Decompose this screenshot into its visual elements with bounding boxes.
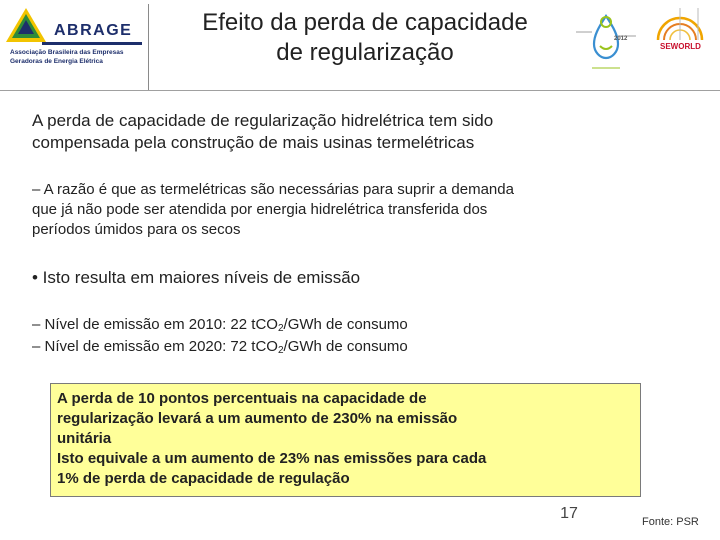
abrage-wordmark: ABRAGE: [54, 22, 133, 39]
level-2010-subscript: 2: [277, 323, 284, 334]
highlight-line3: unitária: [57, 430, 112, 447]
main-line2: compensada pela construção de mais usinas termelétricas: [32, 133, 475, 152]
seworld-name: SEWORLD: [660, 42, 701, 51]
emission-levels: [32, 315, 652, 359]
level-2010-prefix: – Nível de emissão em 2010: 22 tCO: [32, 316, 278, 333]
title-line2: de regularização: [276, 39, 454, 66]
abrage-subtitle-line2: Geradoras de Energia Elétrica: [10, 58, 103, 65]
source-credit: Fonte: PSR: [642, 516, 699, 528]
highlight-line5: 1% de perda de capacidade de regulação: [57, 470, 350, 487]
event-logo: [572, 6, 640, 72]
reason-line2: que já não pode ser atendida por energia hidrelétrica transferida dos: [32, 201, 488, 218]
abrage-subtitle-line1: Associação Brasileira das Empresas: [10, 49, 124, 56]
emission-bullet: • Isto resulta em maiores níveis de emissão: [32, 268, 361, 287]
page-title: [150, 8, 580, 68]
level-2020-prefix: – Nível de emissão em 2020: 72 tCO: [32, 338, 278, 355]
title-line1: Efeito da perda de capacidade: [202, 9, 528, 36]
level-2020-suffix: /GWh de consumo: [283, 338, 408, 355]
header-vertical-divider: [148, 4, 149, 90]
reason-line1: – A razão é que as termelétricas são necessárias para suprir a demanda: [32, 181, 514, 198]
main-statement: [32, 110, 632, 154]
page-number: 17: [560, 505, 578, 522]
reason-line3: períodos úmidos para os secos: [32, 221, 241, 238]
emission-level-2020: [32, 337, 652, 359]
highlight-line4: Isto equivale a um aumento de 23% nas emissões para cada: [57, 450, 487, 467]
abrage-logo: [6, 6, 142, 68]
header-horizontal-divider: [0, 90, 720, 91]
level-2010-suffix: /GWh de consumo: [283, 316, 408, 333]
event-emblem-icon: [572, 6, 640, 72]
event-year: 2012: [614, 36, 628, 42]
emission-level-2010: [32, 315, 652, 337]
highlight-box: [50, 383, 641, 497]
seworld-arcs-icon: [640, 4, 716, 44]
highlight-line2: regularização levará a um aumento de 230% na emissão: [57, 410, 458, 427]
main-line1: A perda de capacidade de regularização hidrelétrica tem sido: [32, 111, 494, 130]
highlight-line1: A perda de 10 pontos percentuais na capacidade de: [57, 390, 427, 407]
seworld-logo: [640, 4, 716, 74]
reason-paragraph: [32, 180, 652, 240]
level-2020-subscript: 2: [277, 345, 284, 356]
abrage-underline: [42, 42, 142, 45]
